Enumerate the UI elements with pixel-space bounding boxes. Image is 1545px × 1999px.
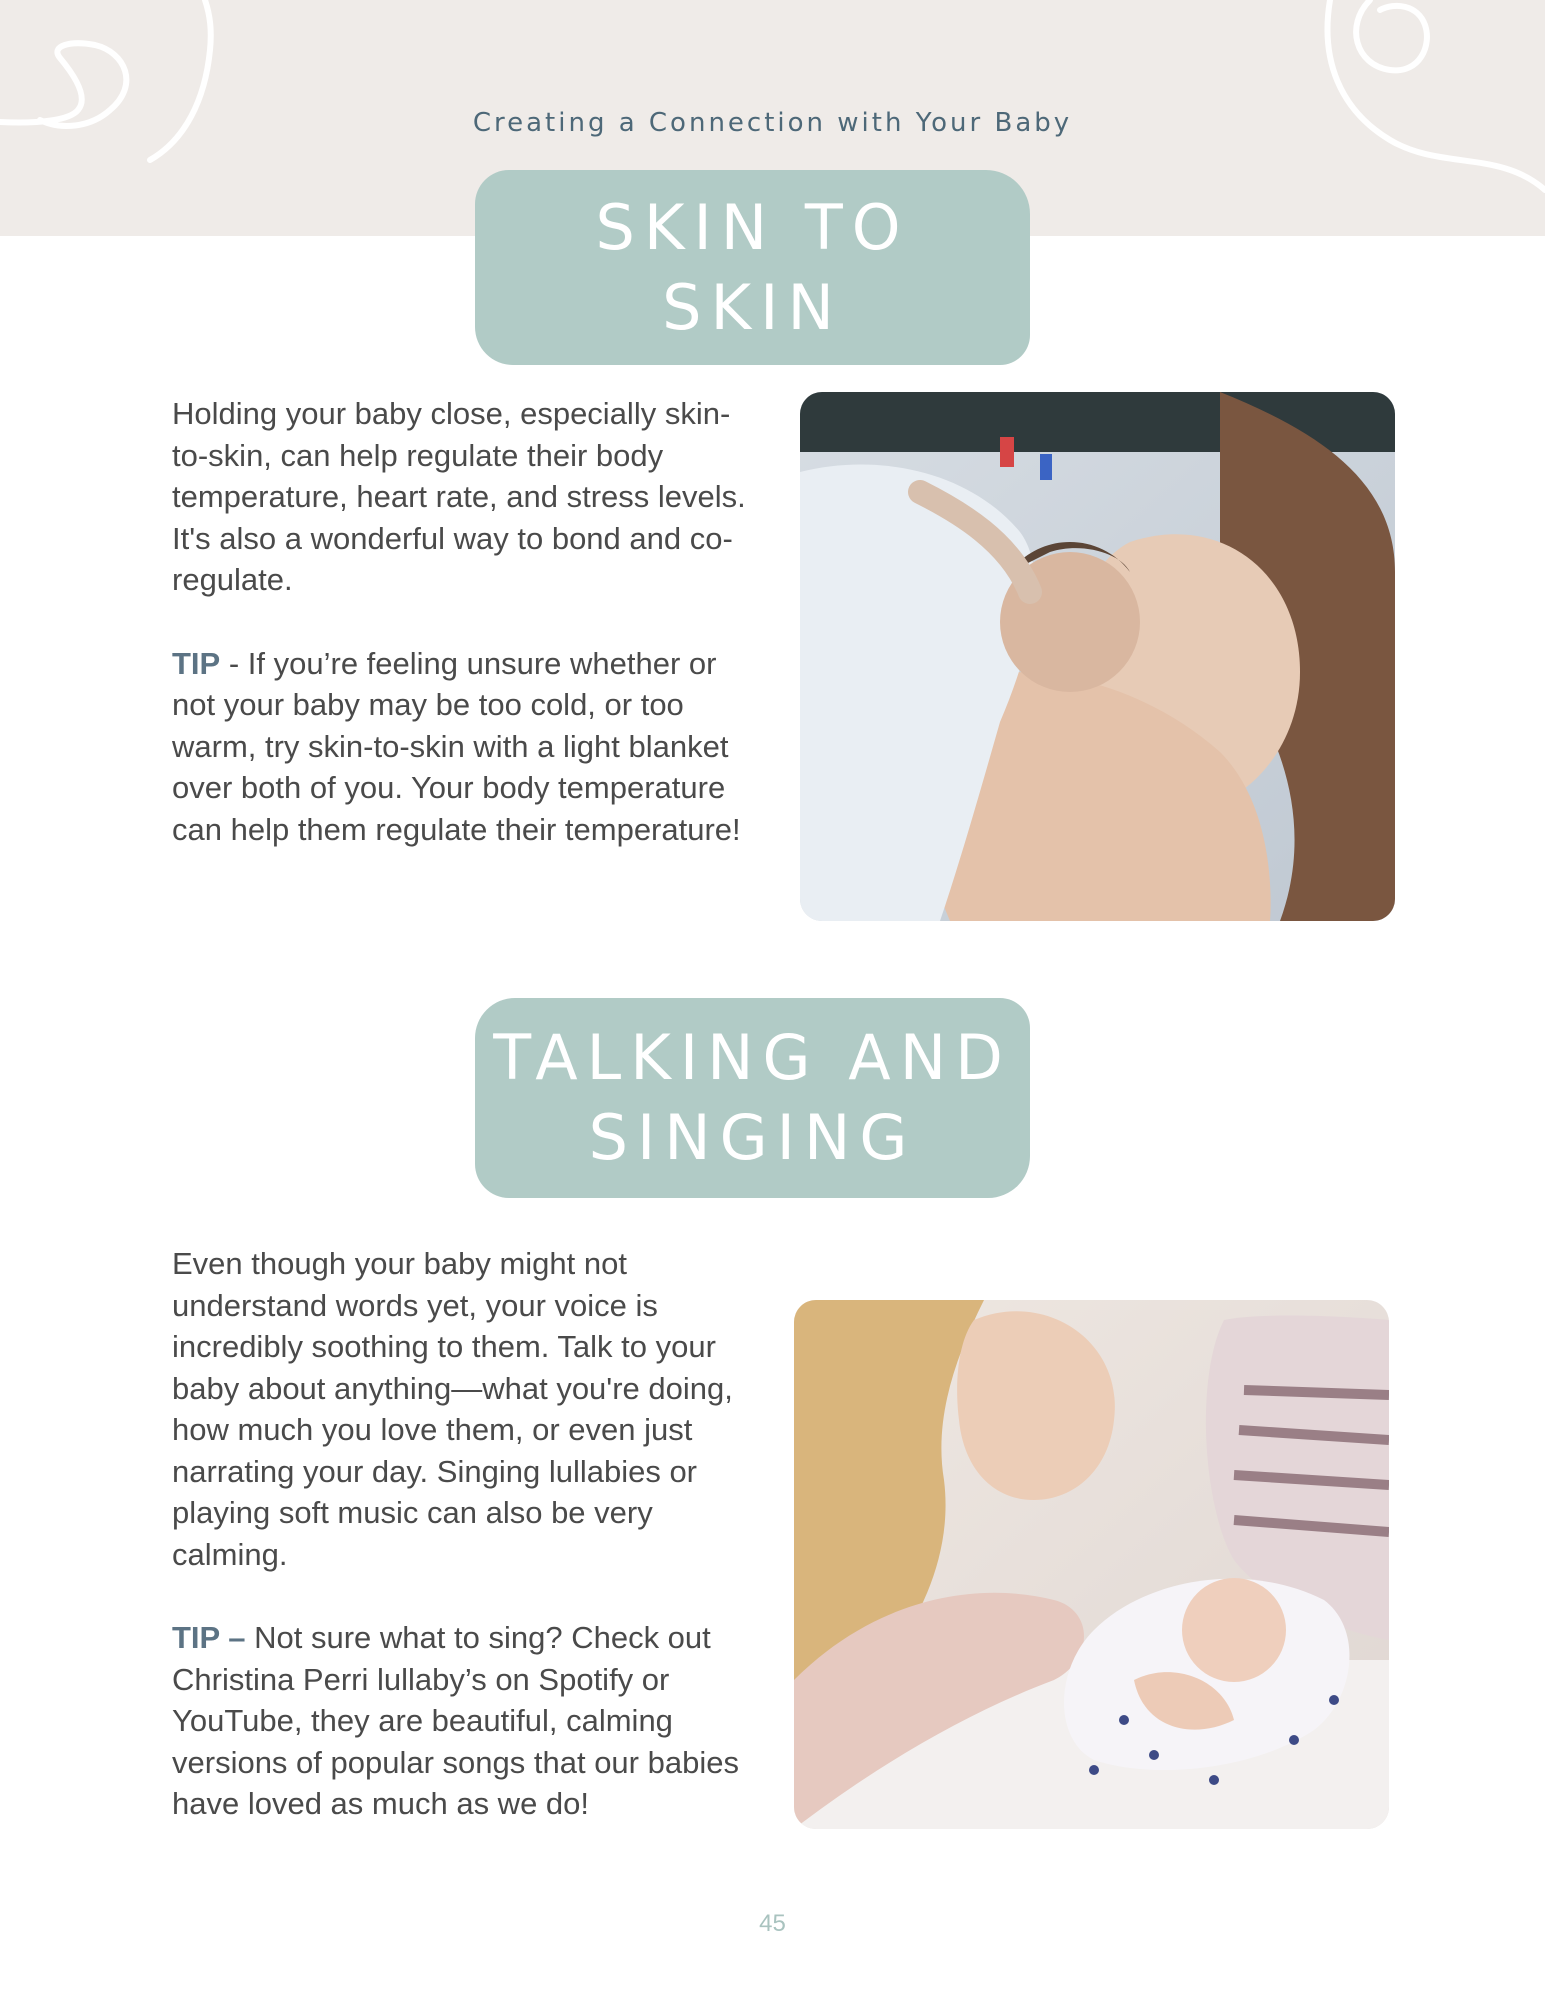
tip-text: - If you’re feeling unsure whether or not your baby may be too cold, or too warm, try skin-to-skin with a light blanket over both of you. Your body temperature can help them regulate their temperature! <box>172 645 741 847</box>
section-heading-skin-to-skin <box>475 170 1030 365</box>
section-paragraph: Holding your baby close, especially skin-to-skin, can help regulate their body temperature, heart rate, and stress levels. It's also a wonderful way to bond and co-regulate. <box>172 396 746 597</box>
section-heading-talking-and-singing <box>475 998 1030 1198</box>
page-number: 45 <box>759 1910 786 1937</box>
running-title: Creating a Connection with Your Baby <box>472 108 1073 138</box>
tip-paragraph <box>172 1617 762 1825</box>
section-body-skin-to-skin <box>172 393 762 850</box>
tip-paragraph <box>172 643 762 851</box>
section-heading-text: SKIN TO SKIN <box>595 190 910 344</box>
section-heading-text: TALKING AND SINGING <box>493 1021 1012 1174</box>
decorative-swirl-left <box>0 0 230 170</box>
tip-label: TIP <box>172 645 221 681</box>
section-paragraph: Even though your baby might not understand words yet, your voice is incredibly soothing to them. Talk to your baby about anything—what you're doing, how much you love them, or even just narrating your day. Singing lullabies or playing soft music can also be very calming. <box>172 1246 733 1572</box>
photo-mother-skin-to-skin <box>800 392 1395 921</box>
photo-mother-talking-to-baby <box>794 1300 1389 1829</box>
tip-label: TIP – <box>172 1620 246 1655</box>
tip-text: Not sure what to sing? Check out Christina Perri lullaby’s on Spotify or YouTube, they are beautiful, calming versions of popular songs that our babies have loved as much as we do! <box>172 1620 739 1821</box>
section-body-talking-and-singing <box>172 1243 762 1825</box>
